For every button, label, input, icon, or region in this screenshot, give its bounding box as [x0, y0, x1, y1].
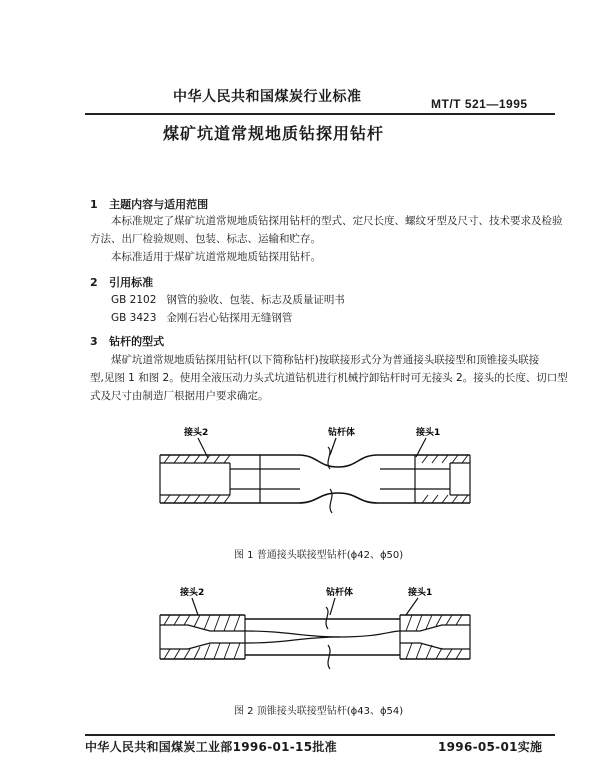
reference-name: 金刚石岩心钻探用无缝钢管: [166, 312, 293, 324]
section-1-line: 本标准规定了煤矿坑道常规地质钻探用钻杆的型式、定尺长度、螺纹牙型及尺寸、技术要求及检验: [111, 215, 563, 227]
section-1-number: 1: [90, 198, 98, 211]
footer-rule: [85, 734, 555, 736]
section-1-title: 主题内容与适用范围: [109, 198, 209, 211]
section-1-heading: [90, 196, 208, 212]
figure-1-label-joint1: 接头1: [416, 428, 441, 438]
section-3-line: 煤矿坑道常规地质钻探用钻杆(以下简称钻杆)按联接形式分为普通接头联接型和顶锥接头联接: [111, 354, 540, 366]
figure-1-label-joint2: 接头2: [184, 428, 209, 438]
section-2-title: 引用标准: [109, 276, 154, 289]
section-1-line: 本标准适用于煤矿坑道常规地质钻探用钻杆。: [111, 251, 321, 263]
figure-2-drawing: [150, 585, 520, 685]
section-1-line: 方法、出厂检验规则、包装、标志、运输和贮存。: [90, 233, 321, 245]
reference-item: [111, 309, 292, 327]
issue-approval: 中华人民共和国煤炭工业部1996-01-15批准: [85, 740, 337, 754]
figure-2-caption: 图 2 顶锥接头联接型钻杆(ϕ43、ϕ54): [234, 706, 404, 717]
section-1-body: [90, 212, 563, 266]
standard-code: MT/T 521—1995: [431, 97, 528, 111]
section-3-title: 钻杆的型式: [109, 335, 165, 348]
figure-1-caption: 图 1 普通接头联接型钻杆(ϕ42、ϕ50): [234, 550, 404, 561]
effective-date: 1996-05-01实施: [438, 740, 543, 754]
section-3-line: 式及尺寸由制造厂根据用户要求确定。: [90, 390, 269, 402]
section-3-heading: [90, 333, 164, 349]
figure-1-drawing: [150, 425, 520, 525]
figure-2-label-joint2: 接头2: [180, 588, 205, 598]
section-3-body: [90, 351, 568, 405]
reference-item: [111, 291, 345, 309]
figure-2-label-joint1: 接头1: [408, 588, 433, 598]
header-rule: [85, 113, 555, 115]
figure-2-label-rod-body: 钻杆体: [326, 588, 354, 598]
reference-code: GB 2102: [111, 294, 157, 306]
section-2-heading: [90, 274, 153, 290]
document-title: 煤矿坑道常规地质钻探用钻杆: [163, 124, 385, 143]
section-3-number: 3: [90, 335, 98, 348]
reference-code: GB 3423: [111, 312, 157, 324]
figure-1-label-rod-body: 钻杆体: [328, 428, 356, 438]
section-3-line: 型,见图 1 和图 2。使用全液压动力头式坑道钻机进行机械拧卸钻杆时可无接头 2。接头的长度、切口型: [90, 372, 568, 384]
standard-body: 中华人民共和国煤炭行业标准: [173, 89, 362, 105]
section-2-number: 2: [90, 276, 98, 289]
reference-name: 钢管的验收、包装、标志及质量证明书: [166, 294, 345, 306]
